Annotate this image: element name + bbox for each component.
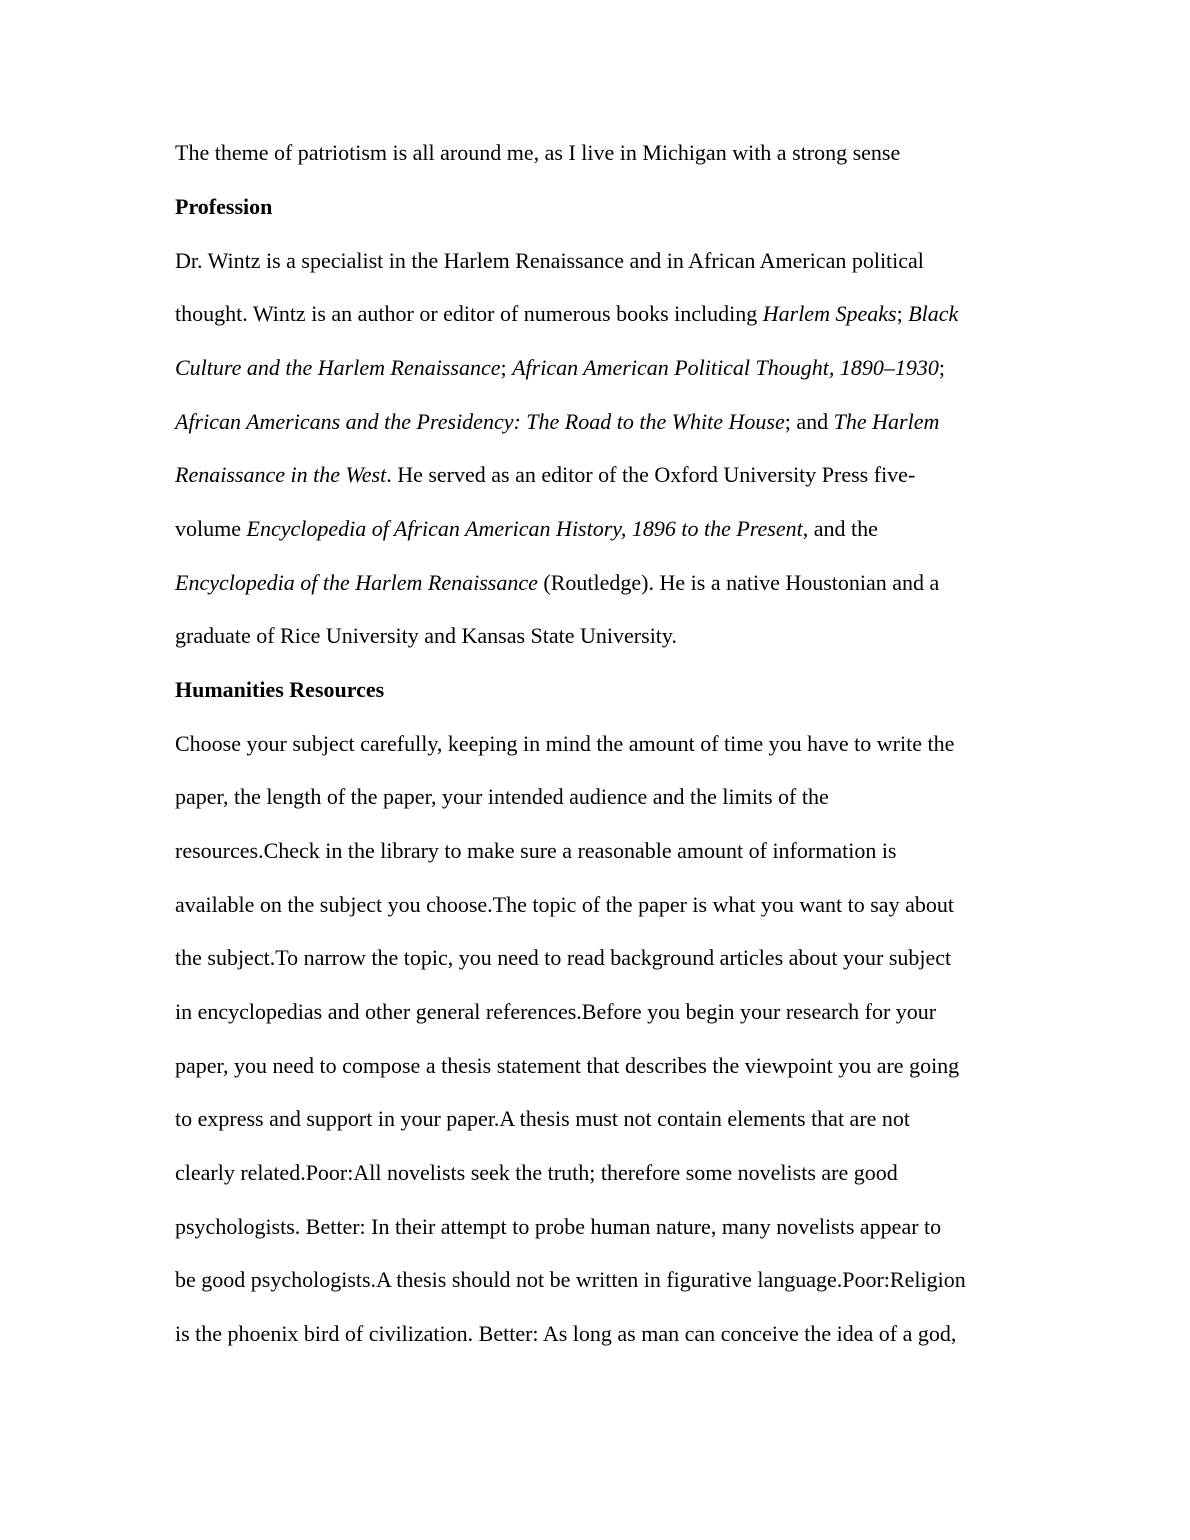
- profession-line-8: graduate of Rice University and Kansas State University.: [175, 623, 677, 648]
- profession-line-6: [175, 515, 878, 543]
- text-run: ;: [938, 355, 945, 380]
- text-run: ;: [896, 301, 909, 326]
- text-run: ;: [500, 355, 513, 380]
- profession-line-1: Dr. Wintz is a specialist in the Harlem Renaissance and in African American political: [175, 248, 924, 273]
- book-title: Harlem Speaks: [762, 301, 897, 326]
- book-title: Culture and the Harlem Renaissance: [175, 355, 501, 380]
- book-title: African Americans and the Presidency: The Road to the White House: [175, 409, 785, 434]
- profession-line-3: [175, 354, 945, 382]
- text-run: , and the: [802, 516, 878, 541]
- book-title: Encyclopedia of the Harlem Renaissance: [175, 570, 538, 595]
- humanities-line-7: paper, you need to compose a thesis statement that describes the viewpoint you are going: [175, 1053, 960, 1078]
- humanities-line-9: clearly related.Poor:All novelists seek the truth; therefore some novelists are good: [175, 1160, 898, 1185]
- humanities-line-4: available on the subject you choose.The topic of the paper is what you want to say about: [175, 892, 954, 917]
- text-run: ; and: [784, 409, 834, 434]
- text-run: thought. Wintz is an author or editor of numerous books including: [175, 301, 763, 326]
- section-heading-humanities: Humanities Resources: [175, 677, 385, 702]
- humanities-line-10: psychologists. Better: In their attempt to probe human nature, many novelists appear to: [175, 1214, 942, 1239]
- profession-line-7: [175, 569, 939, 597]
- book-title: Encyclopedia of African American History, 1896 to the Present: [246, 516, 803, 541]
- humanities-line-12: is the phoenix bird of civilization. Better: As long as man can conceive the idea of a god,: [175, 1321, 957, 1346]
- humanities-line-5: the subject.To narrow the topic, you need to read background articles about your subject: [175, 945, 952, 970]
- book-title: African American Political Thought, 1890–1930: [512, 355, 939, 380]
- humanities-line-8: to express and support in your paper.A thesis must not contain elements that are not: [175, 1106, 911, 1131]
- section-heading-profession: Profession: [175, 194, 273, 219]
- intro-line: The theme of patriotism is all around me, as I live in Michigan with a strong sense: [175, 140, 901, 165]
- humanities-line-2: paper, the length of the paper, your intended audience and the limits of the: [175, 784, 829, 809]
- profession-line-5: [175, 461, 915, 489]
- book-title: Renaissance in the West: [175, 462, 387, 487]
- profession-line-2: [175, 300, 958, 328]
- text-run: volume: [175, 516, 247, 541]
- book-title: The Harlem: [833, 409, 940, 434]
- humanities-line-6: in encyclopedias and other general references.Before you begin your research for your: [175, 999, 937, 1024]
- text-run: . He served as an editor of the Oxford University Press five-: [386, 462, 916, 487]
- book-title: Black: [908, 301, 959, 326]
- humanities-line-11: be good psychologists.A thesis should not be written in figurative language.Poor:Religion: [175, 1267, 966, 1292]
- text-run: (Routledge). He is a native Houstonian and a: [537, 570, 940, 595]
- humanities-line-1: Choose your subject carefully, keeping in mind the amount of time you have to write the: [175, 731, 955, 756]
- humanities-line-3: resources.Check in the library to make sure a reasonable amount of information is: [175, 838, 897, 863]
- profession-line-4: [175, 408, 939, 436]
